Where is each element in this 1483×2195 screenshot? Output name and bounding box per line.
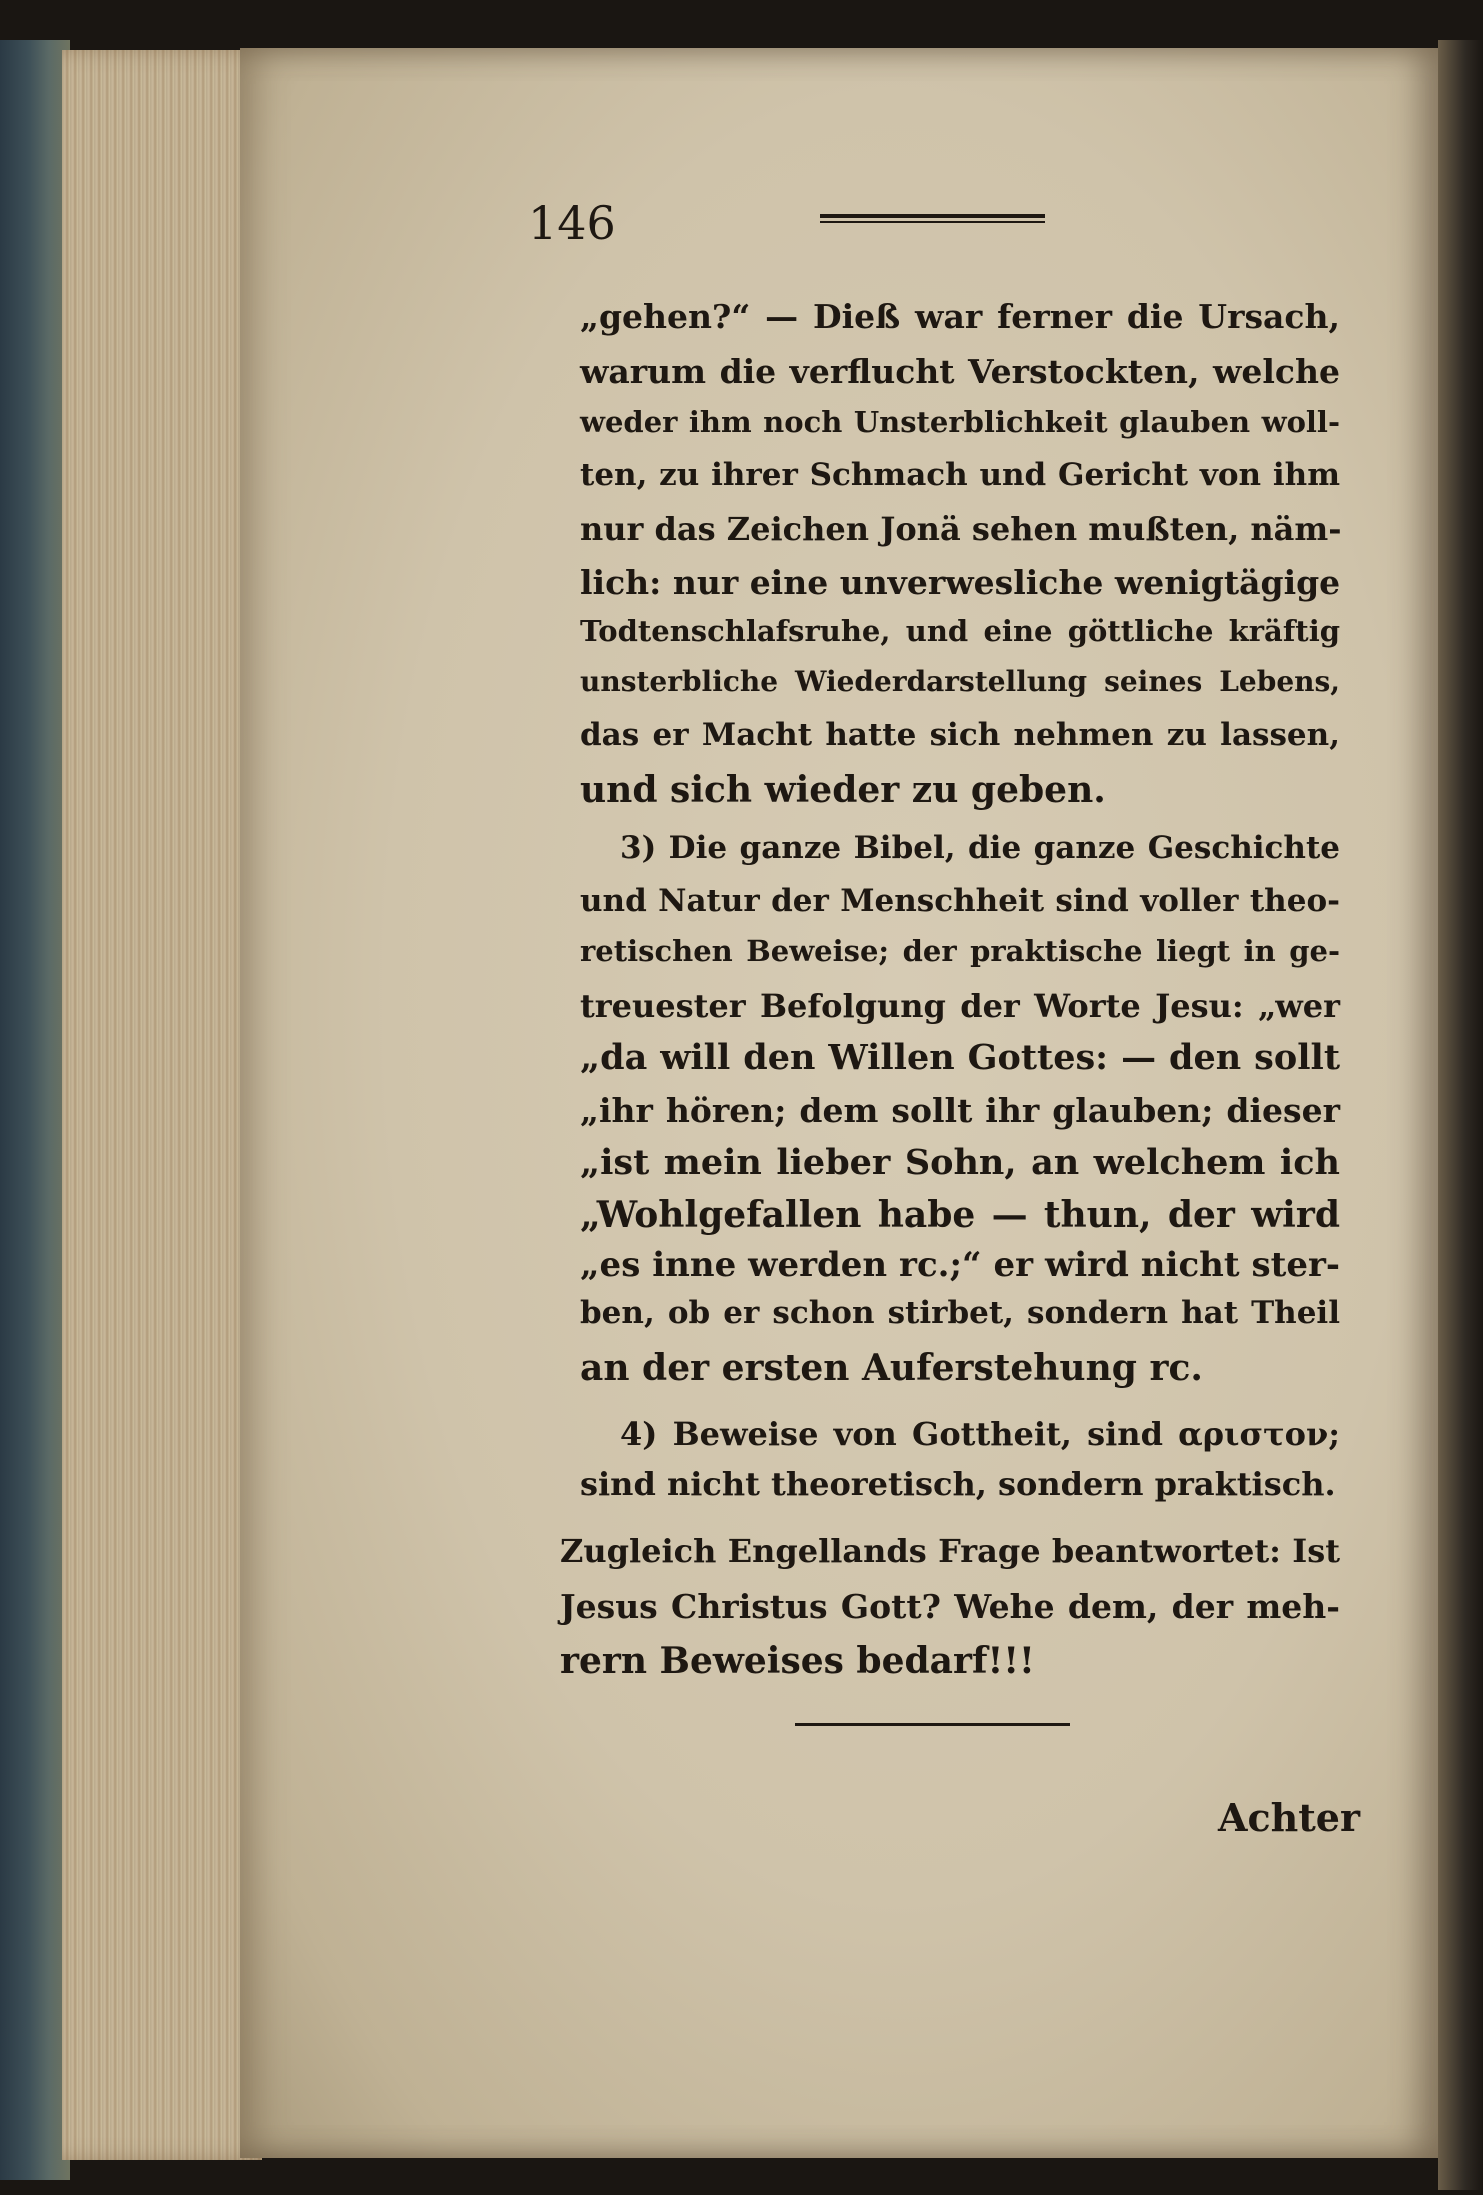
text-line: nur das Zeichen Jonä sehen mußten, näm- <box>580 510 1342 548</box>
text-line: warum die verflucht Verstockten, welche <box>580 352 1340 391</box>
text-line: und sich wieder zu geben. <box>580 769 1106 811</box>
text-line: Zugleich Engellands Frage beantwortet: Ist <box>560 1532 1340 1570</box>
text-line: Todtenschlafsruhe, und eine göttliche kräftig <box>580 614 1340 648</box>
page-block-edges <box>62 50 262 2160</box>
text-line: „gehen?“ — Dieß war ferner die Ursach, <box>580 297 1340 336</box>
text-line: Jesus Christus Gott? Wehe dem, der meh- <box>560 1587 1340 1626</box>
text-line: lich: nur eine unverwesliche wenigtägige <box>580 563 1341 602</box>
text-line: ten, zu ihrer Schmach und Gericht von ihm <box>580 457 1340 493</box>
text-line: „es inne werden rc.;“ er wird nicht ster- <box>580 1245 1340 1285</box>
text-line: „ihr hören; dem sollt ihr glauben; dieser <box>580 1091 1340 1130</box>
text-line: 3) Die ganze Bibel, die ganze Geschichte <box>620 830 1340 866</box>
text-line: sind nicht theoretisch, sondern praktisch. <box>580 1465 1336 1503</box>
text-line: unsterbliche Wiederdarstellung seines Lebens, <box>580 665 1340 698</box>
header-rule <box>820 214 1045 223</box>
text-line: das er Macht hatte sich nehmen zu lassen, <box>580 717 1340 753</box>
text-line: „ist mein lieber Sohn, an welchem ich <box>580 1142 1340 1183</box>
book-gutter <box>1438 40 1483 2190</box>
text-line: weder ihm noch Unsterblichkeit glauben woll- <box>580 405 1340 439</box>
text-line: treuester Befolgung der Worte Jesu: „wer <box>580 987 1340 1025</box>
book-cover-edge <box>0 40 70 2180</box>
text-line: retischen Beweise; der praktische liegt in ge- <box>580 934 1340 968</box>
text-line: „Wohlgefallen habe — thun, der wird <box>580 1194 1340 1236</box>
catchword: Achter <box>1218 1795 1360 1840</box>
text-line: an der ersten Auferstehung rc. <box>580 1347 1203 1389</box>
text-line: „da will den Willen Gottes: — den sollt <box>580 1037 1340 1078</box>
text-line: 4) Beweise von Gottheit, sind αριστον; <box>620 1415 1340 1453</box>
end-rule <box>795 1723 1070 1726</box>
text-line: ben, ob er schon stirbet, sondern hat Theil <box>580 1295 1340 1331</box>
text-line: rern Beweises bedarf!!! <box>560 1640 1035 1682</box>
page-number: 146 <box>528 196 616 250</box>
text-line: und Natur der Menschheit sind voller theo- <box>580 883 1340 919</box>
